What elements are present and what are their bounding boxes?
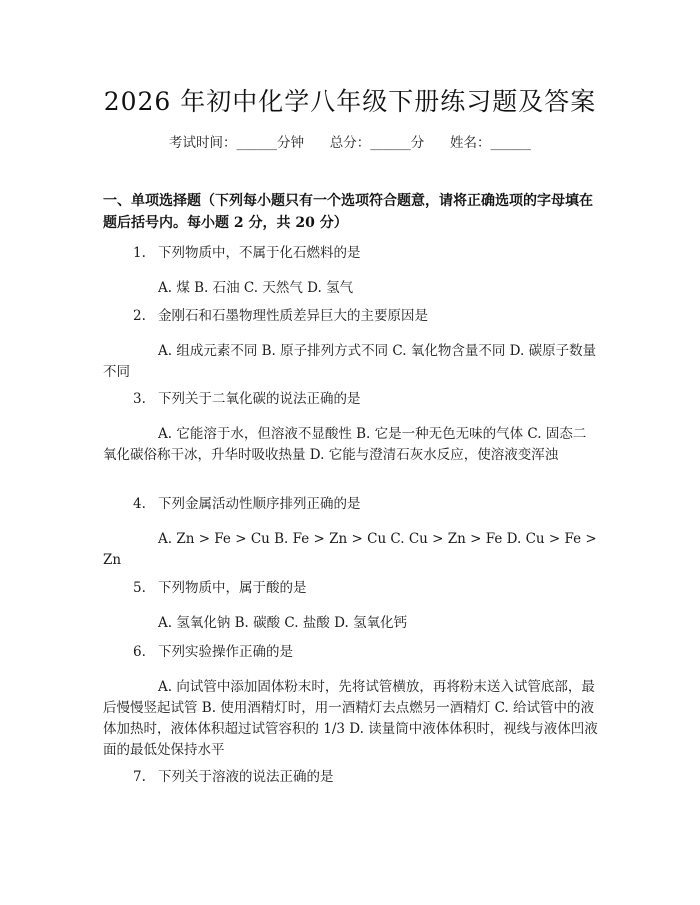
question-number: 7. (133, 769, 146, 785)
question-number: 2. (133, 308, 146, 324)
question-text: 下列实验操作正确的是 (158, 644, 293, 660)
question-stem (103, 389, 598, 410)
question-2 (103, 306, 598, 383)
question-options: A. Zn > Fe > Cu B. Fe > Zn > Cu C. Cu > Zn > Fe D. Cu > Fe > Zn (103, 531, 597, 568)
question-text: 下列关于溶液的说法正确的是 (158, 769, 334, 785)
exam-info-line: 考试时间：______分钟 总分：______分 姓名：______ (169, 135, 531, 151)
question-number: 4. (133, 496, 146, 512)
question-text: 下列关于二氧化碳的说法正确的是 (158, 391, 361, 407)
question-4 (103, 494, 598, 571)
section-heading: 一、单项选择题（下列每小题只有一个选项符合题意，请将正确选项的字母填在题后括号内。每小题 2 分，共 20 分） (103, 193, 593, 231)
question-number: 3. (133, 391, 146, 407)
question-options: A. 它能溶于水，但溶液不显酸性 B. 它是一种无色无味的气体 C. 固态二氧化碳俗称干冰，升华时吸收热量 D. 它能与澄清石灰水反应，使溶液变浑浊 (103, 426, 587, 463)
question-stem (103, 642, 598, 663)
question-number: 6. (133, 644, 146, 660)
question-1 (103, 243, 598, 299)
question-options: A. 氢氧化钠 B. 碳酸 C. 盐酸 D. 氢氧化钙 (158, 615, 408, 631)
question-stem (103, 494, 598, 515)
question-text: 金刚石和石墨物理性质差异巨大的主要原因是 (158, 308, 428, 324)
question-text: 下列金属活动性顺序排列正确的是 (158, 496, 361, 512)
question-stem (103, 578, 598, 599)
page-title: 2026 年初中化学八年级下册练习题及答案 (103, 87, 597, 116)
question-options: A. 组成元素不同 B. 原子排列方式不同 C. 氧化物含量不同 D. 碳原子数量不同 (103, 343, 597, 380)
question-stem (103, 306, 598, 327)
question-options: A. 向试管中添加固体粉末时，先将试管横放，再将粉末送入试管底部，最后慢慢竖起试管 B. 使用酒精灯时，用一酒精灯去点燃另一酒精灯 C. 给试管中的液体加热时，液体体积超过试管容积的 1/3 D. 读量筒中液体体积时，视线与液体凹液面的最低处保持水平 (103, 679, 598, 758)
question-stem (103, 767, 598, 788)
question-5 (103, 578, 598, 634)
question-options: A. 煤 B. 石油 C. 天然气 D. 氢气 (158, 280, 354, 296)
question-stem (103, 243, 598, 264)
question-text: 下列物质中，属于酸的是 (158, 580, 307, 596)
question-3 (103, 389, 598, 466)
question-number: 5. (133, 580, 146, 596)
question-7 (103, 767, 598, 788)
question-6 (103, 642, 598, 761)
question-number: 1. (133, 245, 146, 261)
question-text: 下列物质中，不属于化石燃料的是 (158, 245, 361, 261)
